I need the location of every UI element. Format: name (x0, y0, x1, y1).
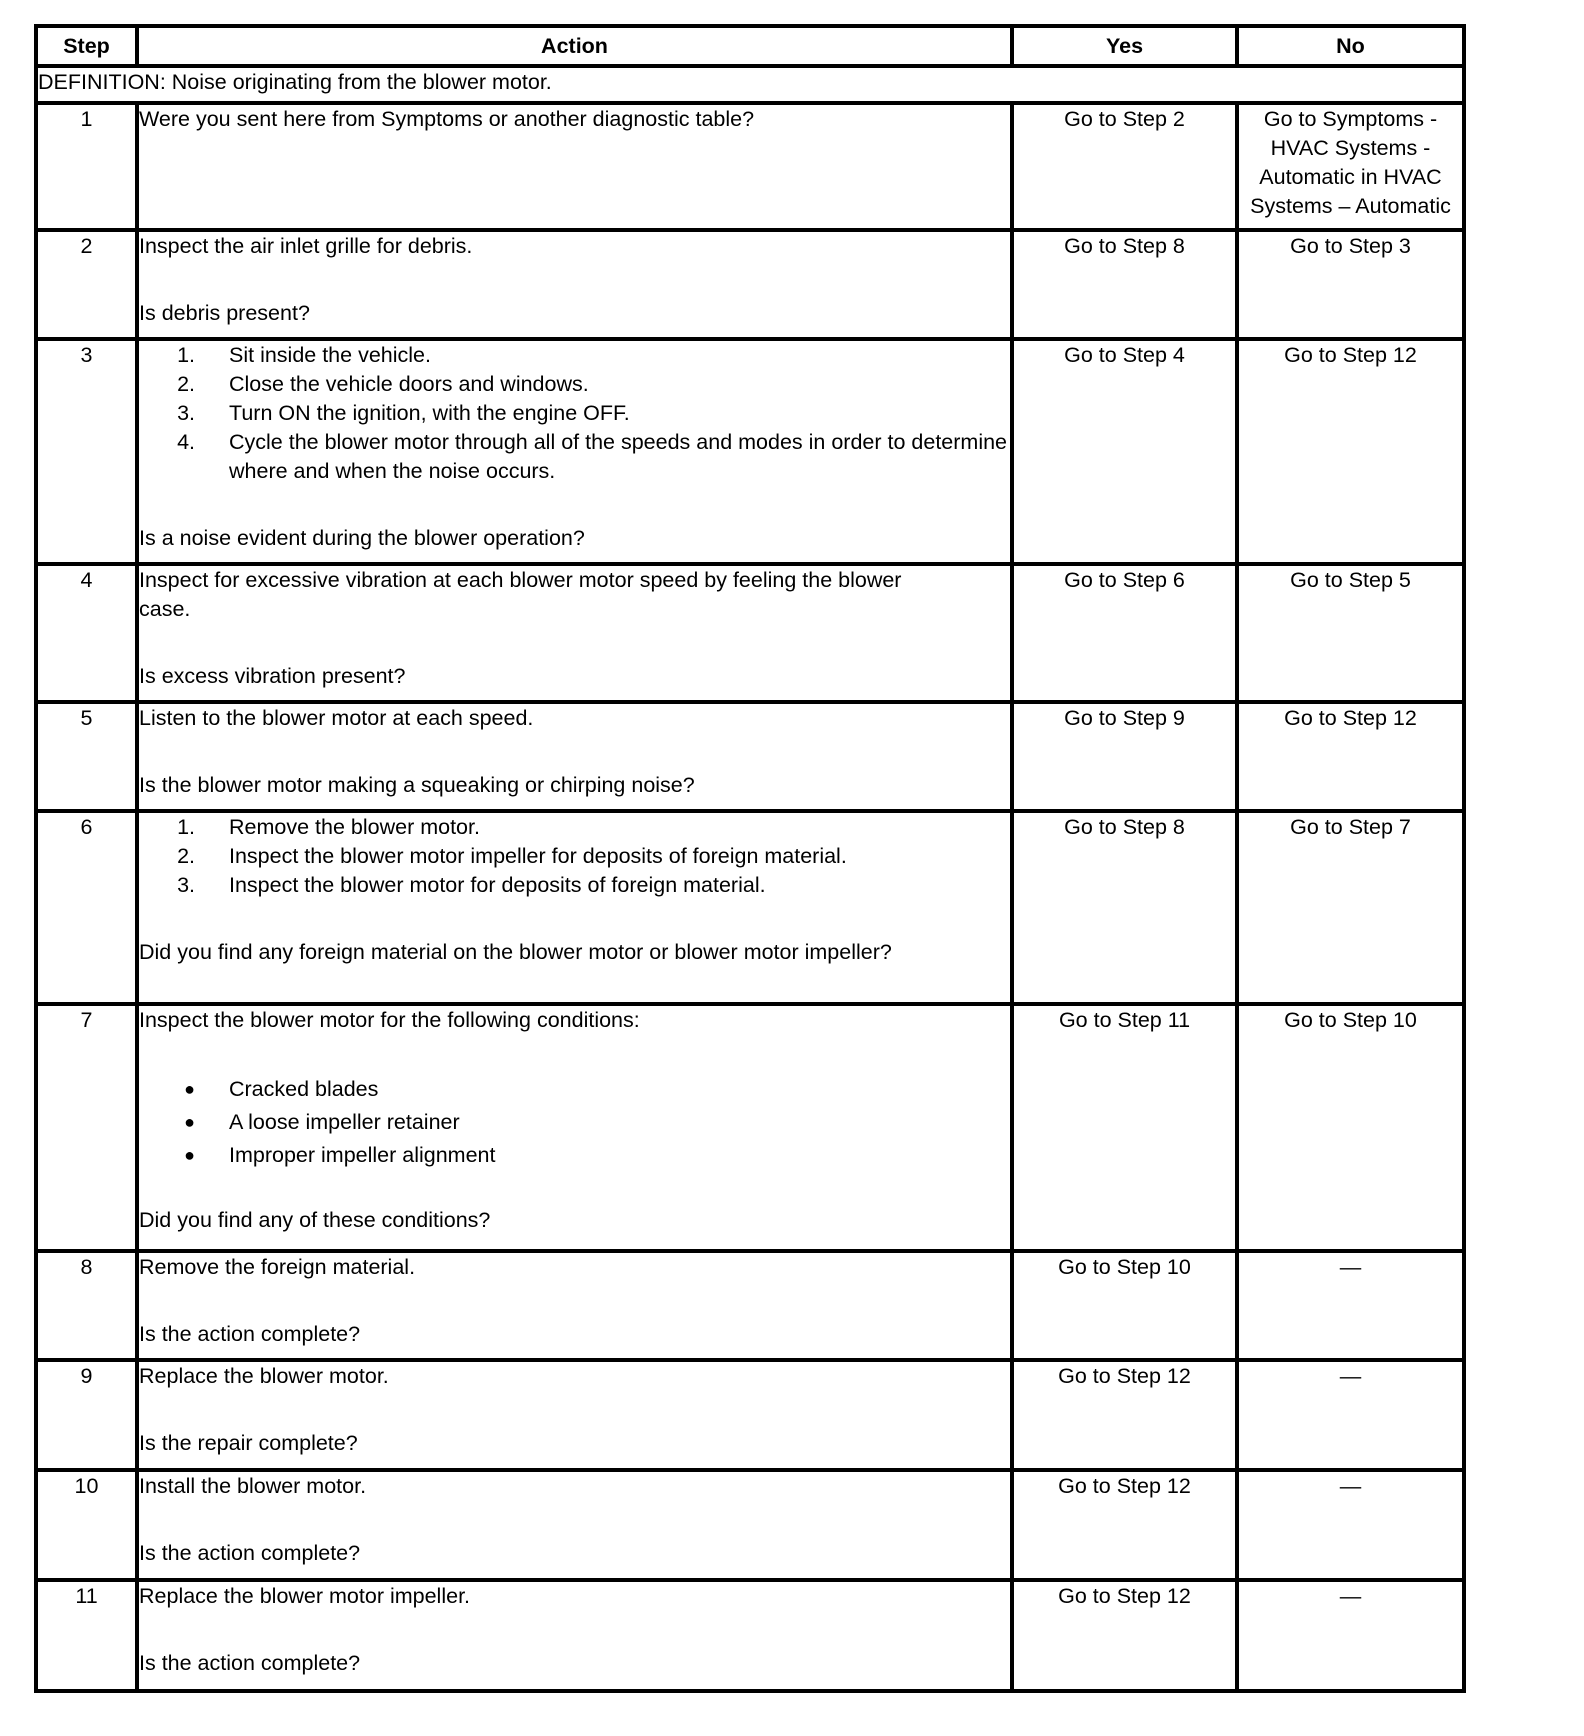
no-cell: Go to Step 10 (1237, 1004, 1464, 1251)
no-cell (1237, 103, 1464, 230)
action-question: Is the action complete? (139, 1322, 361, 1346)
action-question: Is excess vibration present? (139, 664, 406, 688)
no-cell: — (1237, 1251, 1464, 1360)
definition-text: DEFINITION: Noise originating from the blower motor. (36, 66, 1464, 103)
yes-cell: Go to Step 12 (1012, 1470, 1237, 1580)
table-row (36, 339, 1464, 564)
list-item (139, 1106, 1010, 1139)
table-row (36, 1360, 1464, 1470)
list-text: A loose impeller retainer (229, 1110, 460, 1134)
step-number: 5 (36, 702, 137, 811)
step-number: 8 (36, 1251, 137, 1360)
action-question: Is the blower motor making a squeaking or chirping noise? (139, 773, 695, 797)
list-marker: 4. (177, 430, 195, 454)
step-number: 9 (36, 1360, 137, 1470)
bullet-icon: ● (184, 1145, 195, 1165)
step-number: 4 (36, 564, 137, 702)
action-intro: Inspect the air inlet grille for debris. (139, 234, 473, 258)
header-no: No (1237, 26, 1464, 66)
yes-cell: Go to Step 4 (1012, 339, 1237, 564)
list-marker: 3. (177, 873, 195, 897)
action-cell (137, 1470, 1012, 1580)
step-number: 3 (36, 339, 137, 564)
diagnostic-table (34, 24, 1466, 1693)
table-row (36, 564, 1464, 702)
no-line: HVAC Systems - (1270, 136, 1431, 160)
action-intro: Replace the blower motor impeller. (139, 1584, 471, 1608)
list-marker: 1. (177, 815, 195, 839)
list-item (139, 341, 1010, 370)
header-yes: Yes (1012, 26, 1237, 66)
bullet-icon: ● (184, 1112, 195, 1132)
no-line: Automatic in HVAC (1259, 165, 1442, 189)
yes-cell: Go to Step 8 (1012, 811, 1237, 1004)
action-cell (137, 564, 1012, 702)
no-cell: Go to Step 3 (1237, 230, 1464, 339)
list-marker: 3. (177, 401, 195, 425)
list-marker: 2. (177, 844, 195, 868)
list-text: Improper impeller alignment (229, 1143, 496, 1167)
numbered-list (139, 813, 1010, 900)
list-item (139, 370, 1010, 399)
no-cell: — (1237, 1580, 1464, 1691)
no-line: Go to Symptoms - (1263, 107, 1438, 131)
list-text: Turn ON the ignition, with the engine OFF. (229, 401, 630, 425)
step-number: 10 (36, 1470, 137, 1580)
list-text: Sit inside the vehicle. (229, 343, 431, 367)
definition-row (36, 66, 1464, 103)
list-item (139, 399, 1010, 428)
step-number: 2 (36, 230, 137, 339)
step-number: 11 (36, 1580, 137, 1691)
yes-cell: Go to Step 11 (1012, 1004, 1237, 1251)
header-action: Action (137, 26, 1012, 66)
bulleted-list (139, 1073, 1010, 1172)
action-cell (137, 1360, 1012, 1470)
step-number: 7 (36, 1004, 137, 1251)
bullet-icon: ● (184, 1079, 195, 1099)
action-cell (137, 811, 1012, 1004)
yes-cell: Go to Step 12 (1012, 1360, 1237, 1470)
list-item (139, 813, 1010, 842)
yes-cell: Go to Step 6 (1012, 564, 1237, 702)
list-text: Remove the blower motor. (229, 815, 480, 839)
numbered-list (139, 341, 1010, 486)
action-question: Did you find any of these conditions? (139, 1208, 491, 1232)
action-question: Is debris present? (139, 301, 310, 325)
header-step: Step (36, 26, 137, 66)
yes-cell: Go to Step 8 (1012, 230, 1237, 339)
table-row (36, 1470, 1464, 1580)
table-row (36, 1580, 1464, 1691)
list-text: Cracked blades (229, 1077, 379, 1101)
action-question: Is a noise evident during the blower operation? (139, 526, 585, 550)
action-intro: Remove the foreign material. (139, 1255, 416, 1279)
table-row (36, 1251, 1464, 1360)
action-cell (137, 103, 1012, 230)
list-marker: 1. (177, 343, 195, 367)
action-intro: Listen to the blower motor at each speed. (139, 706, 534, 730)
action-question: Did you find any foreign material on the blower motor or blower motor impeller? (139, 940, 892, 964)
yes-cell: Go to Step 12 (1012, 1580, 1237, 1691)
list-item (139, 842, 1010, 871)
table-row (36, 103, 1464, 230)
no-cell: Go to Step 12 (1237, 702, 1464, 811)
list-text: Close the vehicle doors and windows. (229, 372, 589, 396)
no-line: Systems – Automatic (1250, 194, 1451, 218)
action-cell (137, 1004, 1012, 1251)
no-cell: Go to Step 7 (1237, 811, 1464, 1004)
no-cell: Go to Step 12 (1237, 339, 1464, 564)
step-number: 6 (36, 811, 137, 1004)
table-row (36, 230, 1464, 339)
list-text: Cycle the blower motor through all of the speeds and modes in order to determine where and when the noise occurs. (229, 430, 1008, 483)
list-item (139, 1073, 1010, 1106)
action-cell (137, 702, 1012, 811)
action-question: Is the action complete? (139, 1651, 361, 1675)
action-intro: Install the blower motor. (139, 1474, 367, 1498)
list-text: Inspect the blower motor impeller for deposits of foreign material. (229, 844, 847, 868)
yes-cell: Go to Step 9 (1012, 702, 1237, 811)
list-item (139, 1139, 1010, 1172)
no-cell: — (1237, 1360, 1464, 1470)
action-cell (137, 230, 1012, 339)
header-row (36, 26, 1464, 66)
table-row (36, 702, 1464, 811)
list-text: Inspect the blower motor for deposits of foreign material. (229, 873, 766, 897)
action-cell (137, 339, 1012, 564)
no-cell: — (1237, 1470, 1464, 1580)
yes-cell: Go to Step 10 (1012, 1251, 1237, 1360)
action-cell (137, 1580, 1012, 1691)
step-number: 1 (36, 103, 137, 230)
action-cell (137, 1251, 1012, 1360)
table-row (36, 811, 1464, 1004)
table-row (36, 1004, 1464, 1251)
action-question: Is the action complete? (139, 1541, 361, 1565)
no-cell: Go to Step 5 (1237, 564, 1464, 702)
action-question: Is the repair complete? (139, 1431, 358, 1455)
action-intro: Inspect for excessive vibration at each blower motor speed by feeling the blower case. (139, 568, 902, 621)
yes-cell: Go to Step 2 (1012, 103, 1237, 230)
action-intro: Replace the blower motor. (139, 1364, 389, 1388)
action-intro: Were you sent here from Symptoms or another diagnostic table? (139, 107, 755, 131)
list-item (139, 871, 1010, 900)
action-intro: Inspect the blower motor for the following conditions: (139, 1008, 640, 1032)
list-marker: 2. (177, 372, 195, 396)
list-item (139, 428, 1010, 486)
